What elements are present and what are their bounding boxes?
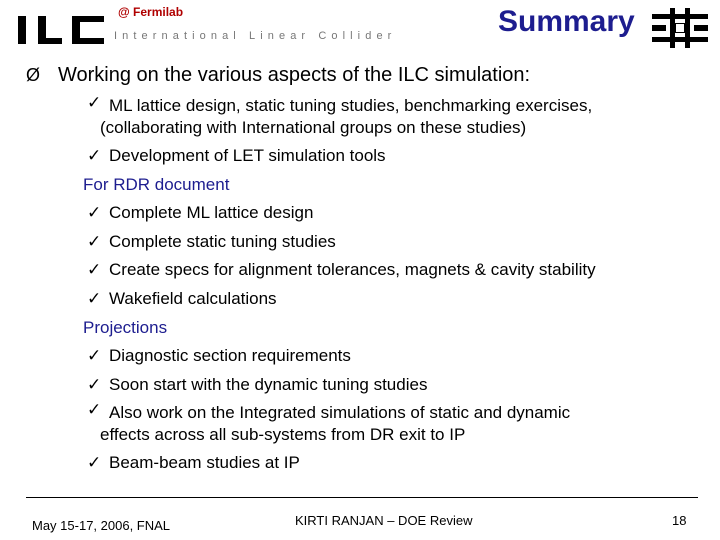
list-item: [26, 199, 706, 228]
checkmark-icon: ✓: [87, 288, 102, 308]
list-item-text: Diagnostic section requirements: [109, 346, 351, 366]
list-item: [26, 92, 706, 142]
list-item: [26, 256, 706, 285]
arrow-bullet-icon: Ø: [26, 65, 41, 85]
list-item-text: ML lattice design, static tuning studies, benchmarking exercises,: [109, 96, 593, 115]
list-item: [26, 285, 706, 314]
list-item-text-continued: effects across all sub-systems from DR exit to IP: [100, 425, 466, 445]
fermilab-tag: @ Fermilab: [118, 5, 184, 19]
footer-author: KIRTI RANJAN – DOE Review: [295, 513, 473, 528]
footer-divider: [26, 497, 698, 498]
checkmark-icon: ✓: [87, 400, 102, 420]
list-item-text-continued: (collaborating with International groups on these studies): [100, 118, 527, 137]
list-item: [26, 342, 706, 371]
checkmark-icon: ✓: [87, 346, 102, 366]
projection-items-list: [26, 342, 706, 478]
main-heading-text: Working on the various aspects of the ILC simulation:: [58, 64, 531, 86]
list-item-text: Beam-beam studies at IP: [109, 453, 300, 473]
slide-title: Summary: [498, 5, 635, 38]
list-item: [26, 399, 706, 449]
section-rdr-heading: For RDR document: [83, 174, 230, 194]
fermilab-logo-icon: [652, 8, 708, 48]
list-item-text: Soon start with the dynamic tuning studies: [109, 374, 428, 394]
page-number: 18: [672, 513, 687, 528]
list-item: [26, 371, 706, 400]
main-heading: [26, 62, 706, 89]
slide-body: [26, 62, 706, 478]
first-items-list: [26, 92, 706, 171]
checkmark-icon: ✓: [87, 146, 102, 165]
checkmark-icon: ✓: [87, 453, 102, 473]
list-item-text: Complete ML lattice design: [109, 203, 314, 223]
list-item: [26, 449, 706, 478]
list-item-text: Development of LET simulation tools: [109, 146, 386, 165]
checkmark-icon: ✓: [87, 260, 102, 280]
checkmark-icon: ✓: [87, 231, 102, 251]
ilc-logo: [16, 4, 110, 48]
checkmark-icon: ✓: [87, 374, 102, 394]
footer-date: May 15-17, 2006, FNAL: [32, 518, 171, 533]
section-projections-heading: Projections: [83, 317, 168, 337]
list-item: [26, 142, 706, 171]
list-item-text: Complete static tuning studies: [109, 231, 336, 251]
list-item-text: Wakefield calculations: [109, 288, 277, 308]
rdr-items-list: [26, 199, 706, 313]
checkmark-icon: ✓: [87, 93, 102, 112]
list-item-text: Create specs for alignment tolerances, magnets & cavity stability: [109, 260, 596, 280]
checkmark-icon: ✓: [87, 203, 102, 223]
ilc-subtitle: International Linear Collider: [114, 30, 397, 42]
list-item-text: Also work on the Integrated simulations of static and dynamic: [109, 403, 571, 423]
list-item: [26, 228, 706, 257]
